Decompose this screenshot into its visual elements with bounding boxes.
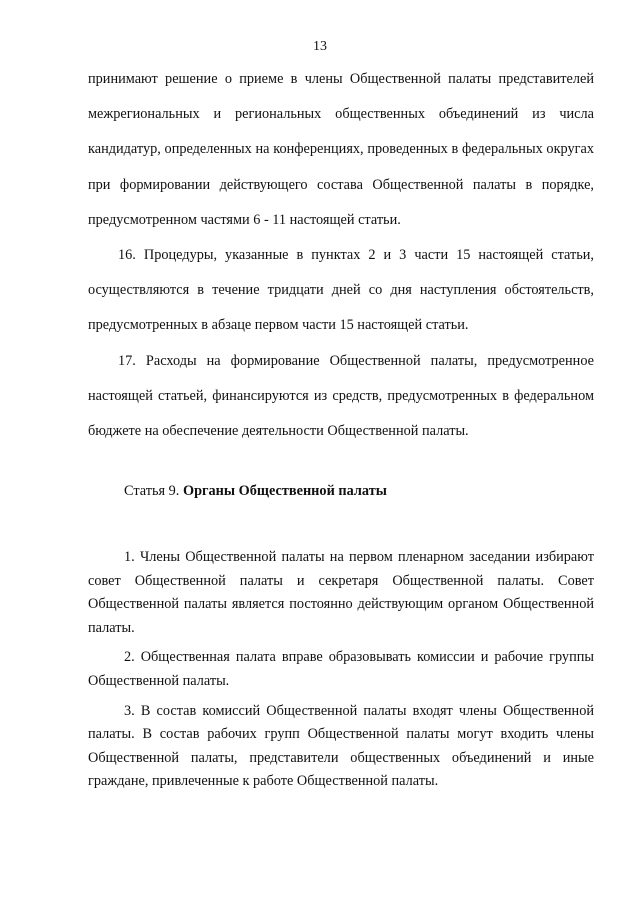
paragraph-3: 3. В состав комиссий Общественной палаты входят члены Общественной палаты. В состав рабочих групп Общественной палаты могут входить члены Общественной палаты, представители общественных объединений и иные граждане, привлеченные к работе Общественной палаты. <box>88 702 594 790</box>
paragraph-1: 1. Члены Общественной палаты на первом пленарном заседании избирают совет Общественной палаты и секретаря Общественной палаты. Совет Общественной палаты является постоянно действующим органом Общественной палаты. <box>88 549 594 636</box>
article-9-number: Статья 9. <box>124 483 183 499</box>
article-9-heading <box>124 482 387 500</box>
article-8-continuation <box>88 62 594 449</box>
paragraph-intro: принимают решение о приеме в члены Общественной палаты представителей межрегиональных и региональных общественных объединений из числа кандидатур, определенных на конференциях, проведенных в федеральных округах при формировании действующего состава Общественной палаты в порядке, предусмотренном частями 6 - 11 настоящей статьи. <box>88 71 594 228</box>
paragraph-17: 17. Расходы на формирование Общественной палаты, предусмотренное настоящей статьей, финансируются из средств, предусмотренных в федеральном бюджете на обеспечение деятельности Общественной палаты. <box>88 352 594 440</box>
article-9-body <box>88 546 594 794</box>
paragraph-16: 16. Процедуры, указанные в пунктах 2 и 3 части 15 настоящей статьи, осуществляются в течение тридцати дней со дня наступления обстоятельств, предусмотренных в абзаце первом части 15 настоящей статьи. <box>88 247 594 334</box>
article-9-title: Органы Общественной палаты <box>182 483 387 499</box>
paragraph-2: 2. Общественная палата вправе образовывать комиссии и рабочие группы Общественной палаты. <box>88 649 594 689</box>
page-number: 13 <box>313 39 327 54</box>
